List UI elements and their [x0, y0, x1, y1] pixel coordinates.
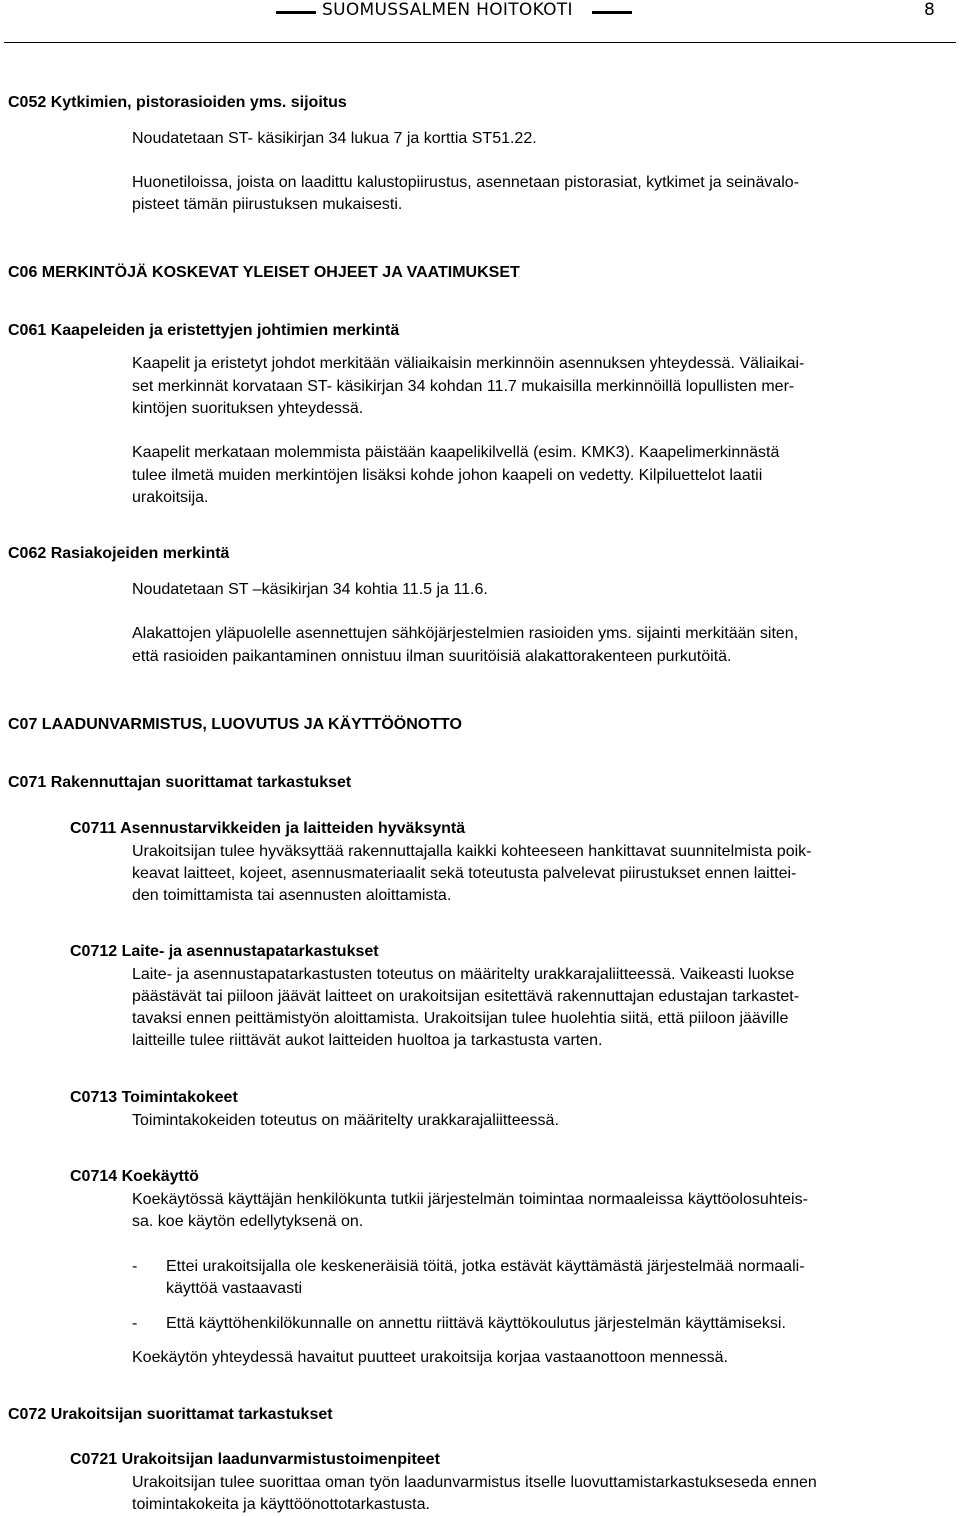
paragraph-line: set merkinnät korvataan ST- käsikirjan 34 kohdan 11.7 mukaisilla merkinnöillä lopullisten mer-	[132, 378, 795, 395]
subsection-heading-c0712: C0712 Laite- ja asennustapatarkastukset	[70, 943, 379, 960]
paragraph-line: Toimintakokeiden toteutus on määritelty urakkarajaliitteessä.	[132, 1112, 559, 1129]
paragraph-line: kintöjen suorituksen yhteydessä.	[132, 400, 364, 417]
bullet-line: Ettei urakoitsijalla ole keskeneräisiä töitä, jotka estävät käyttämästä järjestelmää normaali-	[166, 1258, 805, 1275]
paragraph-line: Laite- ja asennustapatarkastusten toteutus on määritelty urakkarajaliitteessä. Vaikeasti luokse	[132, 966, 795, 983]
subsection-heading-c0713: C0713 Toimintakokeet	[70, 1089, 238, 1106]
running-header	[0, 0, 960, 26]
bullet-line: Että käyttöhenkilökunnalle on annettu riittävä käyttökoulutus järjestelmän käyttämiseksi.	[166, 1315, 786, 1332]
paragraph-line: laitteille tulee riittävät aukot laitteiden huoltoa ja tarkastusta varten.	[132, 1032, 603, 1049]
subsection-heading-c0714: C0714 Koekäyttö	[70, 1168, 199, 1185]
bullet-line: käyttöä vastaavasti	[166, 1280, 303, 1297]
paragraph-line: tulee ilmetä muiden merkintöjen lisäksi kohde johon kaapeli on vedetty. Kilpiluettelot laatii	[132, 467, 763, 484]
section-heading-c061: C061 Kaapeleiden ja eristettyjen johtimien merkintä	[8, 322, 400, 339]
subsection-heading-c0711: C0711 Asennustarvikkeiden ja laitteiden hyväksyntä	[70, 820, 466, 837]
section-heading-c062: C062 Rasiakojeiden merkintä	[8, 545, 230, 562]
paragraph-line: pisteet tämän piirustuksen mukaisesti.	[132, 196, 403, 213]
subsection-heading-c0721: C0721 Urakoitsijan laadunvarmistustoimenpiteet	[70, 1451, 440, 1468]
paragraph-line: Koekäytössä käyttäjän henkilökunta tutkii järjestelmän toimintaa normaaleissa käyttöolosuhteis-	[132, 1191, 808, 1208]
section-heading-c052: C052 Kytkimien, pistorasioiden yms. sijoitus	[8, 94, 347, 111]
paragraph-line: Noudatetaan ST- käsikirjan 34 lukua 7 ja korttia ST51.22.	[132, 130, 537, 147]
paragraph-line: toimintakokeita ja käyttöönottotarkastusta.	[132, 1496, 430, 1513]
header-divider	[4, 42, 956, 43]
paragraph-line: Koekäytön yhteydessä havaitut puutteet urakoitsija korjaa vastaanottoon mennessä.	[132, 1349, 728, 1366]
paragraph-line: Huonetiloissa, joista on laadittu kalustopiirustus, asennetaan pistorasiat, kytkimet ja seinävalo-	[132, 174, 800, 191]
paragraph-line: Kaapelit ja eristetyt johdot merkitään väliaikaisin merkinnöin asennuksen yhteydessä. Väliaikai-	[132, 355, 805, 372]
bullet-dash: -	[132, 1315, 138, 1332]
paragraph-line: että rasioiden paikantaminen onnistuu ilman suuritöisiä alakattorakenteen purkutöitä.	[132, 648, 732, 665]
section-heading-c07: C07 LAADUNVARMISTUS, LUOVUTUS JA KÄYTTÖÖNOTTO	[8, 716, 462, 733]
header-rule-left	[276, 11, 316, 14]
paragraph-line: sa. koe käytön edellytyksenä on.	[132, 1213, 364, 1230]
paragraph-line: Kaapelit merkataan molemmista päistään kaapelikilvellä (esim. KMK3). Kaapelimerkinnästä	[132, 444, 780, 461]
paragraph-line: Noudatetaan ST –käsikirjan 34 kohtia 11.5 ja 11.6.	[132, 581, 488, 598]
section-heading-c071: C071 Rakennuttajan suorittamat tarkastukset	[8, 774, 352, 791]
header-rule-right	[592, 11, 632, 14]
header-title: SUOMUSSALMEN HOITOKOTI	[322, 0, 573, 20]
paragraph-line: päästävät tai piiloon jäävät laitteet on urakoitsijan esitettävä rakennuttajan edustajan tarkastet-	[132, 988, 800, 1005]
paragraph-line: den toimittamista tai asennusten aloittamista.	[132, 887, 452, 904]
page-number: 8	[924, 0, 935, 20]
section-heading-c06: C06 MERKINTÖJÄ KOSKEVAT YLEISET OHJEET JA VAATIMUKSET	[8, 264, 520, 281]
paragraph-line: Urakoitsijan tulee suorittaa oman työn laadunvarmistus itselle luovuttamistarkastukseseda ennen	[132, 1474, 817, 1491]
section-heading-c072: C072 Urakoitsijan suorittamat tarkastukset	[8, 1406, 333, 1423]
paragraph-line: tavaksi ennen peittämistyön aloittamista. Urakoitsijan tulee huolehtia siitä, että piiloon jääville	[132, 1010, 789, 1027]
bullet-dash: -	[132, 1258, 138, 1275]
paragraph-line: urakoitsija.	[132, 489, 209, 506]
paragraph-line: keavat laitteet, kojeet, asennusmateriaalit sekä toteutusta palvelevat piirustukset ennen laittei-	[132, 865, 797, 882]
paragraph-line: Alakattojen yläpuolelle asennettujen sähköjärjestelmien rasioiden yms. sijainti merkitään siten,	[132, 625, 799, 642]
paragraph-line: Urakoitsijan tulee hyväksyttää rakennuttajalla kaikki kohteeseen hankittavat suunnitelmista poik-	[132, 843, 812, 860]
